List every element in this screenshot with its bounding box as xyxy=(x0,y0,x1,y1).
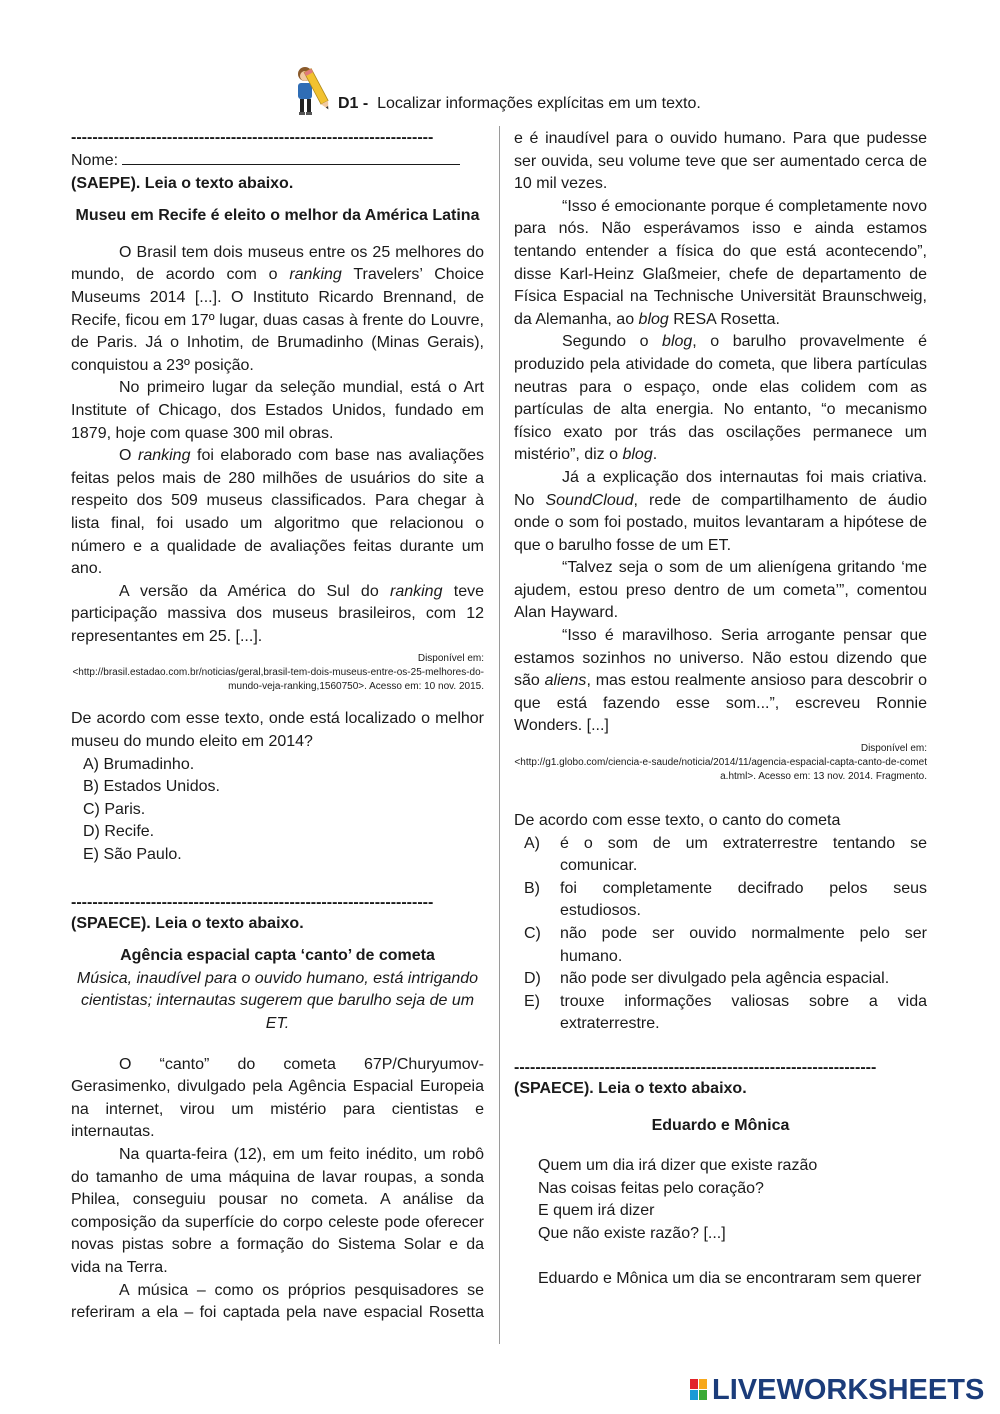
text2-paragraph xyxy=(514,625,927,738)
option-text: não pode ser ouvido normalmente pelo ser humano. xyxy=(560,925,927,965)
option-letter: A) xyxy=(524,834,540,852)
text2-source xyxy=(514,742,927,784)
text1-source xyxy=(71,652,484,694)
source-label: Disponível em: xyxy=(860,743,927,755)
liveworksheets-logo xyxy=(690,1374,990,1406)
text-span: , o barulho provavelmente é produzido pela atividade do cometa, que libera partículas neutras para o espaço, onde elas colidem com as partículas de alta energia. No entanto, “o mecanismo físico exato por trás das oscilações permanece um mistério”, diz o xyxy=(514,333,928,464)
q2-option-b[interactable] xyxy=(514,878,927,923)
poem-line: Nas coisas feitas pelo coração? xyxy=(538,1179,764,1197)
q2-source-label: (SPAECE). Leia o texto abaixo. xyxy=(71,914,304,932)
text-span: O Brasil tem dois museus entre os 25 melhores do mundo, de acordo com o xyxy=(71,243,484,284)
text2-paragraph: e é inaudível para o ouvido humano. Para que pudesse ser ouvida, seu volume teve que ser aumentado cerca de 10 mil vezes. xyxy=(514,130,927,193)
option-text: não pode ser divulgado pela agência espacial. xyxy=(560,970,890,988)
text-emphasis: aliens xyxy=(544,672,587,690)
text-span: , rede de compartilhamento de áudio onde o som foi postado, muitos levantaram a hipótese de que o barulho fosse de um ET. xyxy=(514,491,927,554)
text-span: Travelers’ Choice Museums 2014 [...]. O Instituto Ricardo Brennand, de Recife, ficou em 17º lugar, duas casas à frente do Louvre, de Paris. Já o Inhotim, de Brumadinho (Minas Gerais), conquistou a 23º posição. xyxy=(71,266,484,374)
live-badge-icon xyxy=(690,1379,708,1401)
q3-source-label: (SPAECE). Leia o texto abaixo. xyxy=(514,1079,747,1097)
text3-title: Eduardo e Mônica xyxy=(651,1116,790,1134)
poem-line: Quem um dia irá dizer que existe razão xyxy=(538,1157,818,1175)
text-emphasis: ranking xyxy=(390,582,443,600)
text-emphasis: ranking xyxy=(289,266,342,284)
column-divider xyxy=(499,126,500,1344)
q1-question: De acordo com esse texto, onde está localizado o melhor museu do mundo eleito em 2014? xyxy=(71,710,484,751)
poem-stanza-2: Eduardo e Mônica um dia se encontraram sem querer xyxy=(538,1269,922,1287)
source-label: Disponível em: xyxy=(417,653,484,665)
text2-paragraph: A música – como os próprios pesquisadores se referiram a ela – foi captada pela nave espacial Rosetta xyxy=(71,1281,484,1322)
q2-option-c[interactable] xyxy=(514,923,927,968)
text-span: A versão da América do Sul do xyxy=(119,582,390,600)
poem-line: E quem irá dizer xyxy=(538,1202,655,1220)
option-text: foi completamente decifrado pelos seus estudiosos. xyxy=(560,879,927,920)
q1-option-e[interactable]: E) São Paulo. xyxy=(83,846,182,864)
text-emphasis: ranking xyxy=(137,447,191,465)
name-row xyxy=(71,148,484,173)
text2-paragraph xyxy=(514,331,927,467)
brand-name: LIVEWORKSHEETS xyxy=(712,1374,985,1406)
text1-paragraph xyxy=(71,581,484,649)
q2-option-e[interactable] xyxy=(514,991,927,1036)
text-span: Já a explicação dos internautas foi mais criativa. No xyxy=(514,468,927,509)
text2-subtitle: Música, inaudível para o ouvido humano, está intrigando cientistas; internautas sugerem que barulho seja de um ET. xyxy=(76,969,479,1032)
q1-option-b[interactable]: B) Estados Unidos. xyxy=(83,778,220,796)
q1-option-c[interactable]: C) Paris. xyxy=(83,800,146,818)
option-letter: D) xyxy=(524,970,541,988)
text-span: , mas estou realmente ansioso para descobrir o que está fazendo esse som...”, escreveu Ronnie Wonders. [...] xyxy=(514,672,928,735)
option-text: trouxe informações valiosas sobre a vida extraterrestre. xyxy=(560,992,927,1033)
text-span: “Isso é emocionante porque é completamente novo para nós. Não esperávamos isso e ainda estamos tentando entender a física do que está acontecendo”, disse Karl-Heinz Glaßmeier, chefe de departamento de Física Espacial na Technische Universität Braunschweig, da Alemanha, ao xyxy=(514,197,927,328)
text-emphasis: SoundCloud xyxy=(545,491,634,509)
worksheet-header xyxy=(288,64,908,120)
text-span: Segundo o xyxy=(562,333,663,351)
q2-question: De acordo com esse texto, o canto do cometa xyxy=(514,812,841,830)
option-letter: E) xyxy=(524,992,540,1010)
text2-paragraph: Na quarta-feira (12), em um feito inédito, um robô do tamanho de uma máquina de lavar roupas, a sonda Philea, conseguiu pousar no cometa. A análise da composição da superfície do corpo celeste pode oferecer novas pistas sobre a formação do Sistema Solar e da vida na Terra. xyxy=(71,1145,484,1276)
option-text: é o som de um extraterrestre tentando se comunicar. xyxy=(560,834,927,875)
q2-option-a[interactable] xyxy=(514,833,927,878)
left-column xyxy=(71,128,484,1325)
source-url: <http://g1.globo.com/ciencia-e-saude/noticia/2014/11/agencia-espacial-capta-canto-de-cometa.html>. Acesso em: 13 nov. 2014. Fragmento. xyxy=(514,757,927,783)
text-emphasis: blog xyxy=(622,446,653,464)
pencil-boy-icon xyxy=(288,64,330,116)
poem-line: Que não existe razão? [...] xyxy=(538,1224,726,1242)
text-emphasis: blog xyxy=(638,310,669,328)
q1-option-d[interactable]: D) Recife. xyxy=(83,823,155,841)
text1-paragraph xyxy=(71,445,484,581)
text2-paragraph xyxy=(514,467,927,557)
separator-dashes: -------------------------------------------------------------------- xyxy=(514,1058,877,1076)
text-span: . xyxy=(652,446,658,464)
text-span: RESA Rosetta. xyxy=(668,310,780,328)
text-span: O xyxy=(119,447,138,465)
name-label: Nome: xyxy=(71,152,119,169)
text-span: foi elaborado com base nas avaliações feitas pelos mais de 280 milhões de usuários do site a respeito dos 509 museus classificados. Para chegar à lista final, foi usado um algoritmo que relacionou o número e a qualidade de avaliações feitas durante um ano. xyxy=(71,447,485,578)
text2-title: Agência espacial capta ‘canto’ de cometa xyxy=(120,947,435,965)
text2-paragraph: O “canto” do cometa 67P/Churyumov-Gerasimenko, divulgado pela Agência Espacial Europeia na internet, virou um mistério para cientistas e internautas. xyxy=(71,1055,484,1141)
q1-option-a[interactable]: A) Brumadinho. xyxy=(83,755,195,773)
text-span: “Isso é maravilhoso. Seria arrogante pensar que estamos sozinhos no universo. Não estou dizendo que são xyxy=(514,627,927,690)
option-letter: B) xyxy=(524,879,540,897)
q1-options xyxy=(71,754,484,867)
source-url: <http://brasil.estadao.com.br/noticias/geral,brasil-tem-dois-museus-entre-os-25-melhores-do-mundo-veja-ranking,1560750>. Acesso em: 10 nov. 2015. xyxy=(72,667,484,693)
option-letter: C) xyxy=(524,925,541,942)
separator-dashes: -------------------------------------------------------------------- xyxy=(71,893,434,911)
right-column xyxy=(514,128,927,1290)
descriptor-text: Localizar informações explícitas em um texto. xyxy=(377,95,701,112)
text1-paragraph xyxy=(71,242,484,378)
name-input-line[interactable] xyxy=(122,148,460,165)
q2-options xyxy=(514,833,927,1036)
text2-paragraph: “Talvez seja o som de um alienígena gritando ‘me ajudem, estou preso dentro de um cometa’”, comentou Alan Hayward. xyxy=(514,559,927,622)
q2-option-d[interactable] xyxy=(514,968,927,991)
text1-paragraph: No primeiro lugar da seleção mundial, está o Art Institute of Chicago, dos Estados Unidos, fundado em 1879, hoje com quase 300 mil obras. xyxy=(71,379,484,442)
text2-paragraph xyxy=(514,196,927,332)
text1-title: Museu em Recife é eleito o melhor da América Latina xyxy=(75,207,480,225)
poem-stanza xyxy=(514,1155,927,1245)
separator-dashes: -------------------------------------------------------------------- xyxy=(71,129,434,146)
text-span: teve participação massiva dos museus brasileiros, com 12 representantes em 25. [...]. xyxy=(71,582,484,645)
text-emphasis: blog xyxy=(662,333,693,351)
header-text xyxy=(338,95,701,113)
descriptor-code: D1 - xyxy=(338,95,369,112)
q1-source-label: (SAEPE). Leia o texto abaixo. xyxy=(71,174,294,192)
